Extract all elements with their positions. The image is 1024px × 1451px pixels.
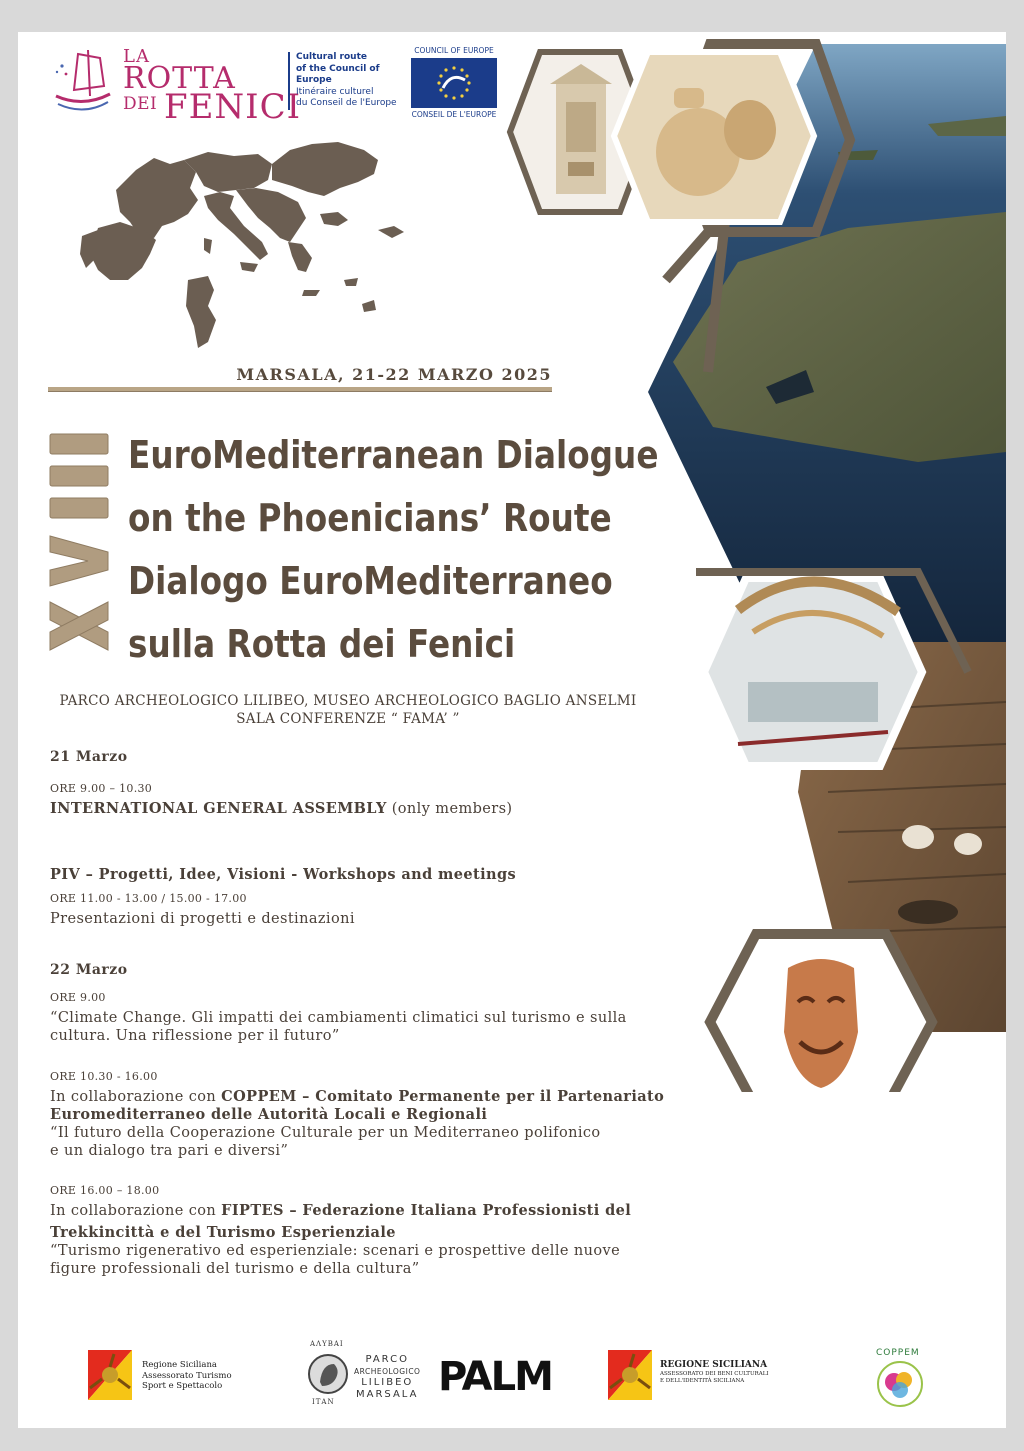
collab-prefix: In collaborazione con (50, 1089, 222, 1105)
session-time: ORE 9.00 – 10.30 (50, 782, 153, 795)
reg2-text (660, 1360, 770, 1385)
sponsor-logos (18, 1340, 1006, 1416)
reg2-line: ASSESSORATO DEI BENI CULTURALI (660, 1370, 769, 1377)
parco-greek-top: ΑΛΥΒΑΙ (310, 1340, 344, 1348)
title-line: Dialogo EuroMediterraneo (128, 559, 613, 603)
session-desc: Presentazioni di progetti e destinazioni (50, 911, 355, 927)
parco-text (354, 1354, 420, 1400)
session-time: ORE 11.00 - 13.00 / 15.00 - 17.00 (50, 892, 247, 905)
session-desc: “Turismo rigenerativo ed esperienziale: scenari e prospettive delle nuove (50, 1243, 621, 1259)
org-name: Trekkincittà e del Turismo Esperienziale (50, 1224, 396, 1241)
reg1-line: Regione Siciliana (142, 1360, 217, 1370)
cultural-route-text (288, 52, 398, 110)
session-desc: “Climate Change. Gli impatti dei cambiamenti climatici sul turismo e sulla (50, 1010, 627, 1026)
coe-top-label: COUNCIL OF EUROPE (414, 46, 494, 55)
palm-logo: PALM (438, 1354, 552, 1400)
title-line: on the Phoenicians’ Route (128, 496, 612, 540)
trinacria-icon (84, 1346, 136, 1404)
logo-dei: DEI (123, 94, 158, 114)
session-time: ORE 9.00 (50, 991, 106, 1004)
logo-la: LA (123, 46, 150, 67)
council-of-europe-logo (406, 46, 502, 120)
mediterranean-map (58, 130, 448, 360)
coppem-label: COPPEM (876, 1348, 920, 1358)
rotta-dei-fenici-logo (48, 46, 302, 127)
poster (18, 32, 1006, 1428)
day-heading: 21 Marzo (50, 749, 128, 765)
session-desc: figure professionali del turismo e della cultura” (50, 1261, 420, 1277)
venue-line: PARCO ARCHEOLOGICO LILIBEO, MUSEO ARCHEOLOGICO BAGLIO ANSELMI (59, 693, 637, 709)
coe-flag-icon (411, 58, 497, 108)
reg1-text (142, 1360, 232, 1392)
reg1-line: Sport e Spettacolo (142, 1381, 223, 1391)
edition-numeral (48, 432, 112, 664)
route-line: of the Council of Europe (296, 63, 380, 85)
session-desc: “Il futuro della Cooperazione Culturale per un Mediterraneo polifonico (50, 1125, 601, 1141)
title-line: sulla Rotta dei Fenici (128, 622, 516, 666)
date-underline (48, 387, 552, 392)
logo-rotta: ROTTA (123, 61, 236, 96)
regione-siciliana-beni-culturali-logo (604, 1346, 769, 1408)
parco-line: PARCO (365, 1354, 409, 1365)
collab-prefix: In collaborazione con (50, 1203, 222, 1219)
parco-line: MARSALA (356, 1388, 419, 1400)
org-name: FIPTES – Federazione Italiana Professionisti del (221, 1202, 632, 1219)
event-date: MARSALA, 21-22 MARZO 2025 (236, 365, 552, 384)
ship-sail-icon (48, 46, 118, 126)
title-line: EuroMediterranean Dialogue (128, 433, 659, 477)
coe-bottom-label: CONSEIL DE L'EUROPE (411, 110, 497, 119)
session-org (50, 1202, 690, 1220)
route-line: Itinéraire culturel (296, 86, 374, 97)
regione-siciliana-turismo-logo (84, 1346, 232, 1408)
session-time: ORE 16.00 – 18.00 (50, 1184, 160, 1197)
session-desc: cultura. Una riflessione per il futuro” (50, 1028, 340, 1044)
session-title-bold: INTERNATIONAL GENERAL ASSEMBLY (50, 800, 387, 817)
route-line: Cultural route (296, 52, 367, 62)
org-name: Euromediterraneo delle Autorità Locali e Regionali (50, 1106, 488, 1123)
parco-line: ARCHEOLOGICO (354, 1366, 421, 1376)
venue-line: SALA CONFERENZE “ FAMA’ ” (236, 711, 460, 727)
photo-collage (498, 32, 1006, 1092)
day-heading: 22 Marzo (50, 962, 128, 978)
trinacria-icon (604, 1346, 656, 1404)
reg1-line: Assessorato Turismo (142, 1370, 232, 1381)
reg2-title: REGIONE SICILIANA (660, 1360, 768, 1370)
coppem-globe-icon (870, 1360, 930, 1410)
session-5 (50, 1184, 690, 1278)
parco-line: LILIBEO (361, 1377, 414, 1388)
parco-greek-bottom: ΙΤΑΝ (312, 1398, 335, 1406)
session-title: PIV – Progetti, Idee, Visioni - Workshops and meetings (50, 866, 517, 883)
route-line: du Conseil de l'Europe (296, 98, 397, 108)
logo-fenici: FENICI (164, 87, 302, 127)
org-name: COPPEM – Comitato Permanente per il Partenariato (221, 1088, 665, 1105)
stele-photo (550, 64, 612, 194)
coin-head-icon (308, 1352, 348, 1396)
session-desc: e un dialogo tra pari e diversi” (50, 1143, 289, 1159)
reg2-line: E DELL'IDENTITÀ SICILIANA (660, 1377, 745, 1384)
session-time: ORE 10.30 - 16.00 (50, 1070, 158, 1083)
session-note: (only members) (386, 801, 513, 817)
